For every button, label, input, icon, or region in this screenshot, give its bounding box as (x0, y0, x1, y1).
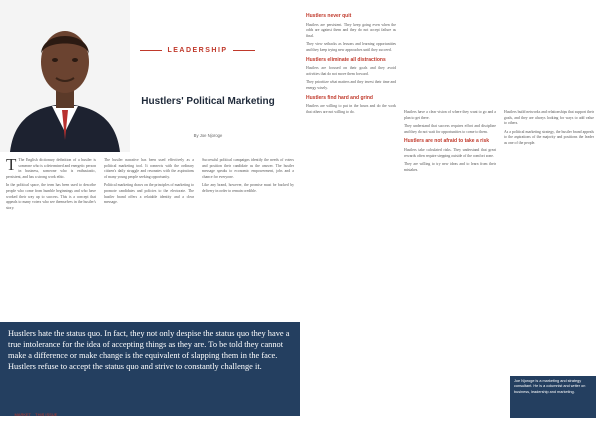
paragraph: Like any brand, however, the promise must be backed by delivery in order to remain credible. (202, 183, 294, 193)
author-bio: Joe Njoroge is a marketing and strategy consultant. He is a columnist and writer on business, leadership and marketing. (510, 376, 596, 418)
paragraph: As a political marketing strategy, the hustler brand appeals to the aspirations of the majority and positions the leader as one of the people. (504, 129, 594, 145)
pull-quote: Hustlers hate the status quo. In fact, they not only despise the status quo they have a true intolerance for the idea of accepting things as they are. To be told they cannot make a difference or make change is the equivalent of slapping them in the face. Hustlers refuse to accept the status quo and strive to constantly challenge it. (0, 322, 300, 416)
right-column-2 (404, 110, 496, 176)
subheading: Hustlers eliminate all distractions (306, 56, 386, 63)
paragraph: Hustlers are focused on their goals and they avoid activities that do not move them forward. (306, 66, 396, 76)
subheading: Hustlers never quit (306, 13, 352, 19)
kicker-label: LEADERSHIP (167, 47, 228, 54)
subheading: Hustlers find hard and grind (306, 94, 373, 101)
right-column-3 (504, 110, 594, 150)
paragraph: Successful political campaigns identify the needs of voters and position their candidate as the answer. The hustler message speaks to economic empowerment, jobs and a chance for everyone. (202, 158, 294, 179)
paragraph: The hustler narrative has been used effectively as a political marketing tool. It connects with the ordinary citizen's daily struggle and resonates with the aspirations of many young people seeking opportunity. (104, 158, 194, 179)
right-page (300, 0, 600, 424)
left-column-3 (202, 158, 294, 198)
left-column-1 (6, 155, 96, 214)
paragraph: Hustlers are willing to put in the hours and do the work that others are not willing to do. (306, 104, 396, 114)
author-portrait (0, 0, 130, 152)
issue-label: THIS ISSUE (35, 412, 58, 417)
paragraph: In the political space, the term has been used to describe people who come from humble beginnings and who have worked their way up to success. This is a concept that appeals to many voters who see themselves in the hustler's story. (6, 183, 96, 210)
author-photo (0, 0, 130, 152)
section-kicker (140, 41, 255, 60)
subheading: Hustlers are not afraid to take a risk (404, 138, 490, 145)
left-column-2 (104, 158, 194, 209)
paragraph: T The English dictionary definition of a hustler is someone who is a determined and energetic person in business, someone who is enthusiastic, persistent, and has a strong work ethic. (6, 155, 96, 179)
magazine-name: MARKET (14, 412, 32, 417)
paragraph: Hustlers have a clear vision of where they want to go and a plan to get there. (404, 110, 496, 120)
paragraph: Hustlers are persistent. They keep going even when the odds are against them and they do not accept failure as final. (306, 22, 396, 38)
right-column-1 (306, 10, 396, 118)
paragraph: They prioritize what matters and they invest their time and energy wisely. (306, 80, 396, 90)
paragraph: Hustlers build networks and relationships that support their goals, and they are always looking for ways to add value to others. (504, 110, 594, 126)
byline: By Joe Njoroge (193, 133, 223, 138)
paragraph: They view setbacks as lessons and learning opportunities and they keep trying new approaches until they succeed. (306, 42, 396, 52)
article-title: Hustlers' Political Marketing (141, 96, 275, 107)
paragraph: They understand that success requires effort and discipline and they do not wait for opportunities to come to them. (404, 124, 496, 134)
paragraph: They are willing to try new ideas and to learn from their mistakes. (404, 162, 496, 172)
paragraph: Political marketing draws on the principles of marketing to promote candidates and policies to the electorate. The hustler brand offers a relatable identity and a clear message. (104, 183, 194, 205)
page-number: 20 (6, 412, 11, 417)
page-footer (6, 412, 57, 417)
paragraph: Hustlers take calculated risks. They understand that great rewards often require stepping outside of the comfort zone. (404, 147, 496, 158)
